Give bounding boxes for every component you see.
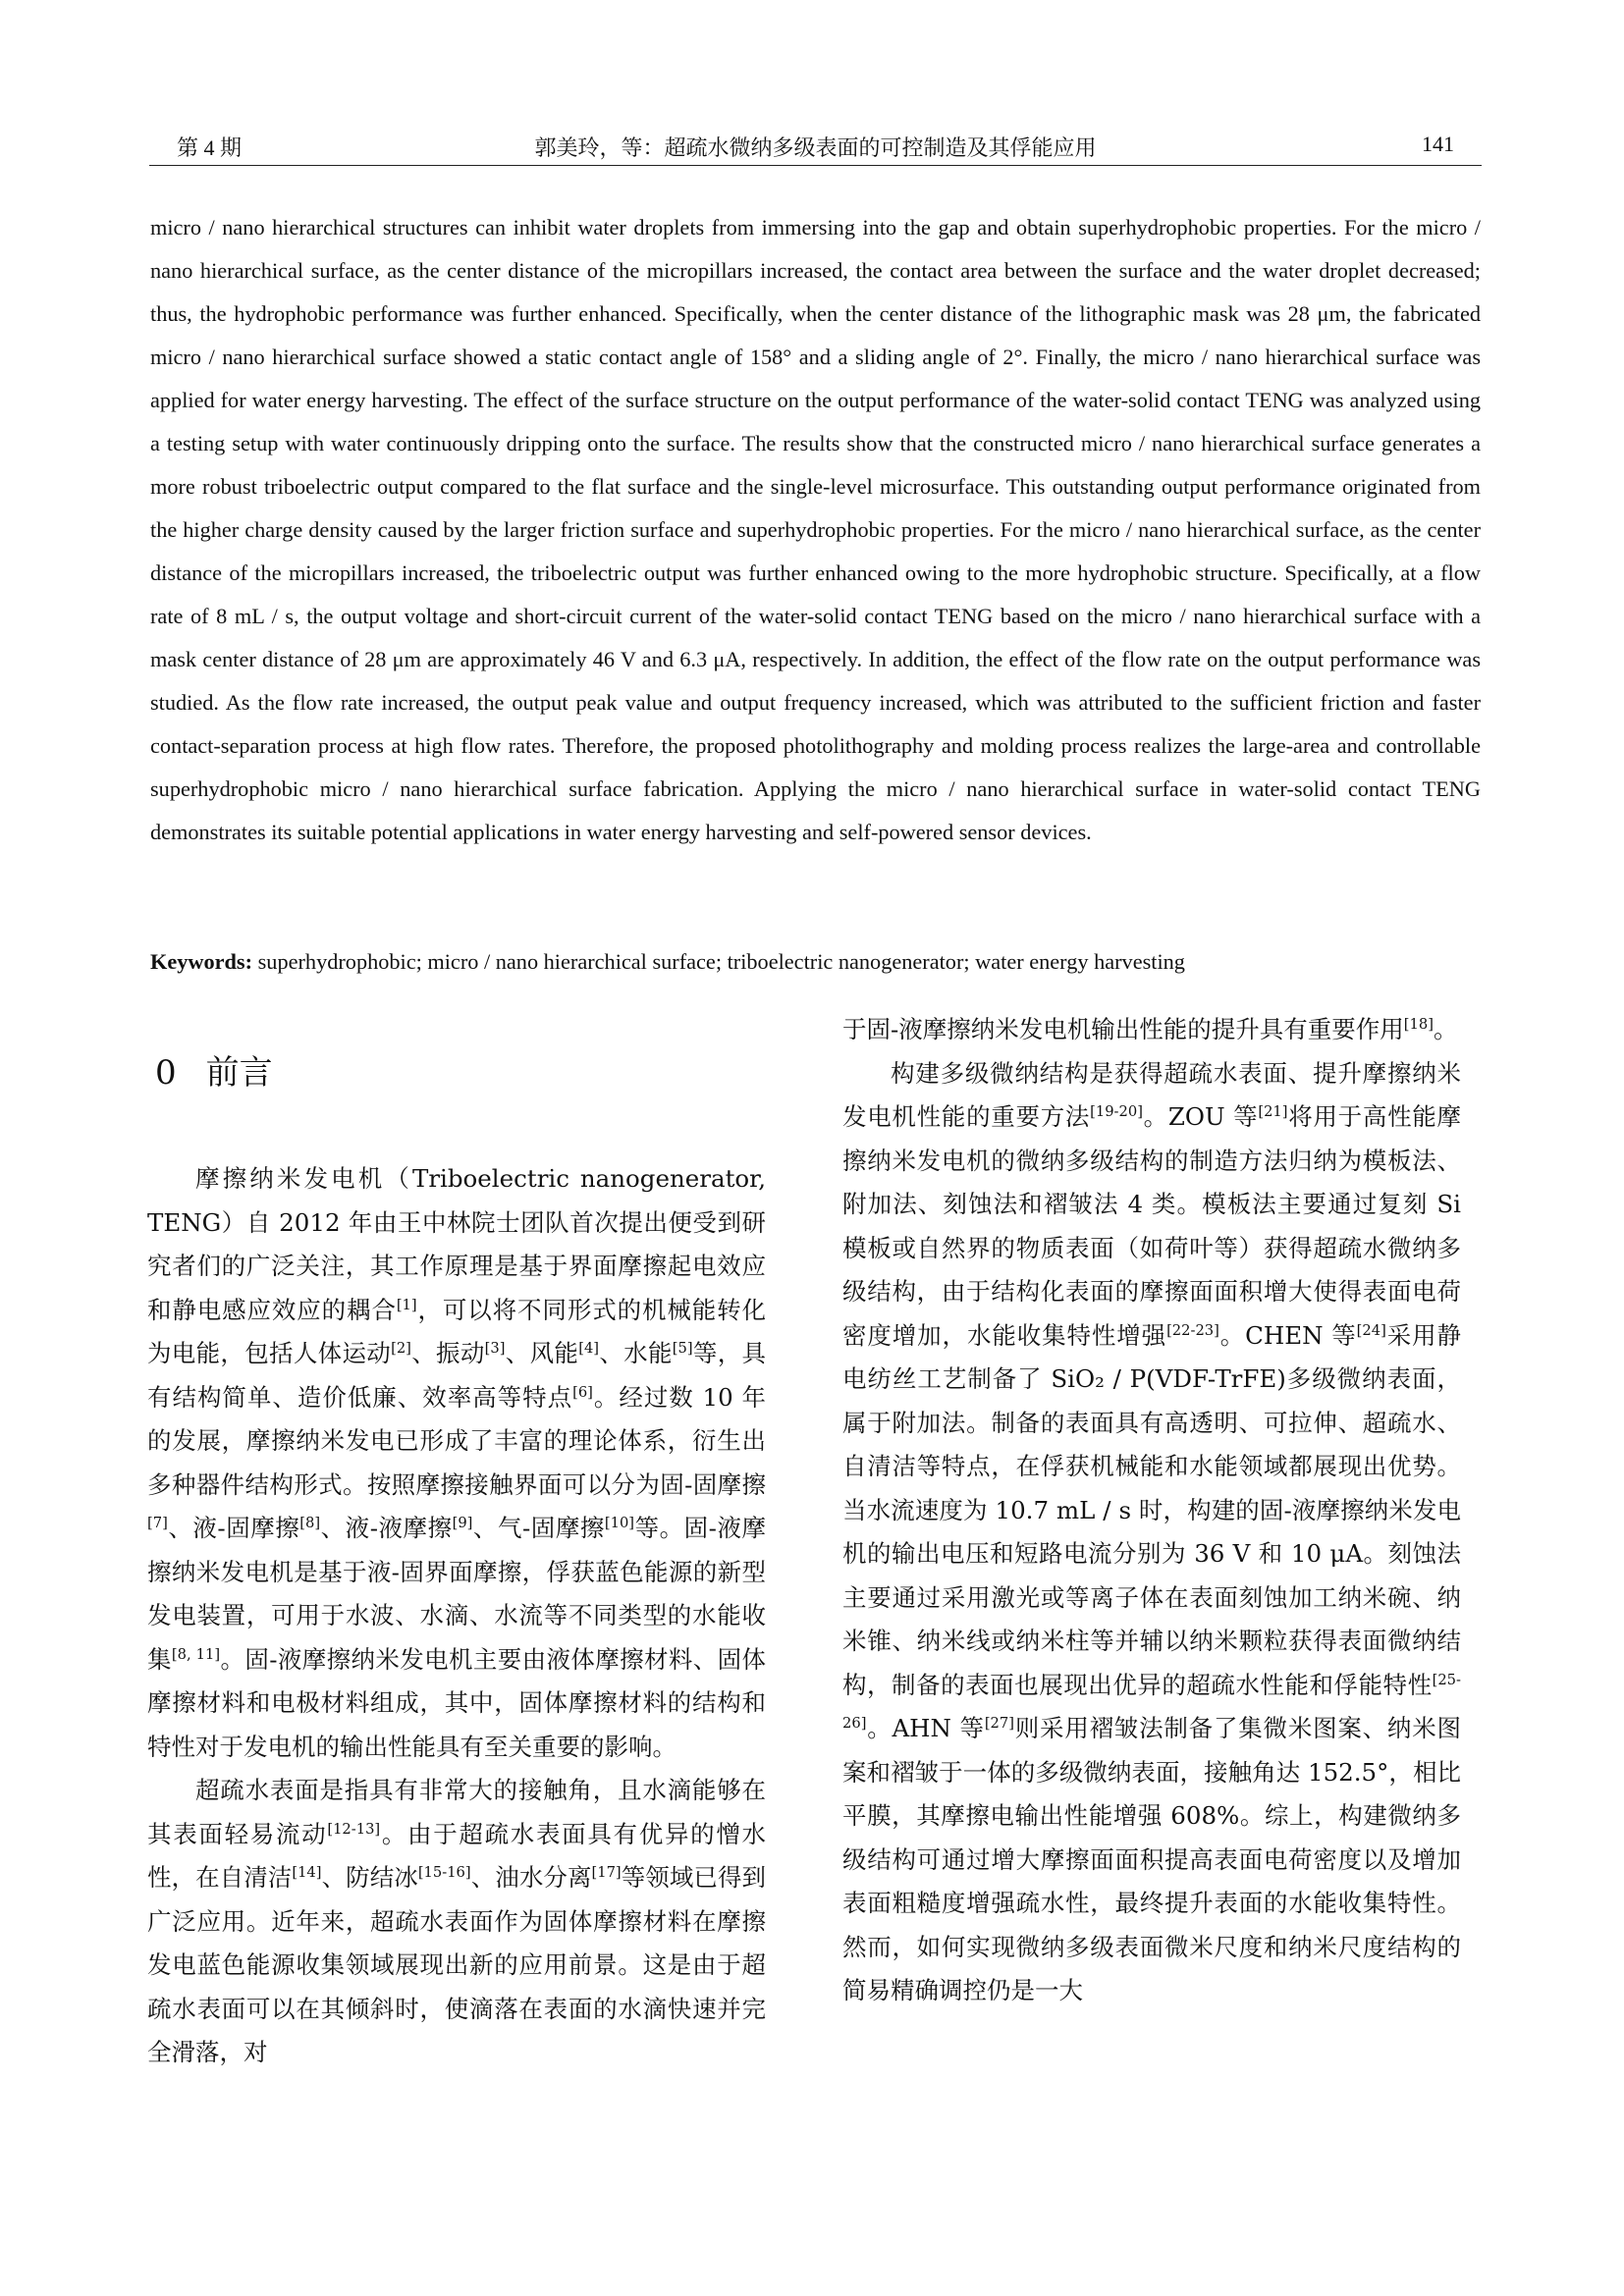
running-header [149,126,1482,166]
keywords-line [150,940,1481,984]
paragraph: 构建多级微纳结构是获得超疏水表面、提升摩擦纳米发电机性能的重要方法[19-20]。ZOU 等[21]将用于高性能摩擦纳米发电机的微纳多级结构的制造方法归纳为模板法、附加法、刻蚀法和褶皱法 4 类。模板法主要通过复刻 Si 模板或自然界的物质表面（如荷叶等）获得超疏水微纳多级结构，由于结构化表面的摩擦面面积增大使得表面电荷密度增加，水能收集特性增强[22-23]。CHEN 等[24]采用静电纺丝工艺制备了 SiO₂ / P(VDF-TrFE)多级微纳表面，属于附加法。制备的表面具有高透明、可拉伸、超疏水、自清洁等特点，在俘获机械能和水能领域都展现出优势。当水流速度为 10.7 mL / s 时，构建的固-液摩擦纳米发电机的输出电压和短路电流分别为 36 V 和 10 μA。刻蚀法主要通过采用激光或等离子体在表面刻蚀加工纳米碗、纳米锥、纳米线或纳米柱等并辅以纳米颗粒获得表面微纳结构，制备的表面也展现出优异的超疏水性能和俘能特性[25-26]。AHN 等[27]则采用褶皱法制备了集微米图案、纳米图案和褶皱于一体的多级微纳表面，接触角达 152.5°，相比平膜，其摩擦电输出性能增强 608%。综上，构建微纳多级结构可通过增大摩擦面面积提高表面电荷密度以及增加表面粗糙度增强疏水性，最终提升表面的水能收集特性。然而，如何实现微纳多级表面微米尺度和纳米尺度结构的简易精确调控仍是一大 [842,1058,1462,2004]
section-title: 前言 [205,1053,273,1093]
paragraph: 摩擦纳米发电机（Triboelectric nanogenerator, TENG）自 2012 年由王中林院士团队首次提出便受到研究者们的广泛关注，其工作原理是基于界面摩擦起电效应和静电感应效应的耦合[1]，可以将不同形式的机械能转化为电能，包括人体运动[2]、振动[3]、风能[4]、水能[5]等，具有结构简单、造价低廉、效率高等特点[6]。经过数 10 年的发展，摩擦纳米发电已形成了丰富的理论体系，衍生出多种器件结构形式。按照摩擦接触界面可以分为固-固摩擦[7]、液-固摩擦[8]、液-液摩擦[9]、气-固摩擦[10]等。固-液摩擦纳米发电机是基于液-固界面摩擦，俘获蓝色能源的新型发电装置，可用于水波、水滴、水流等不同类型的水能收集[8, 11]。固-液摩擦纳米发电机主要由液体摩擦材料、固体摩擦材料和电极材料组成，其中，固体摩擦材料的结构和特性对于发电机的输出性能具有至关重要的影响。 [147,1164,767,1761]
citation[interactable]: [24] [1356,1321,1386,1339]
citation[interactable]: [17] [591,1863,622,1881]
citation[interactable]: [6] [572,1383,593,1401]
citation[interactable]: [5] [672,1339,693,1357]
citation[interactable]: [18] [1403,1015,1434,1033]
citation[interactable]: [10] [604,1514,635,1531]
keywords-text: superhydrophobic; micro / nano hierarchical surface; triboelectric nanogenerator; water energy harvesting [257,949,1185,974]
citation[interactable]: [4] [578,1339,600,1357]
citation[interactable]: [9] [452,1514,473,1531]
citation[interactable]: [19-20] [1090,1102,1143,1120]
page-number: 141 [1422,132,1454,156]
citation[interactable]: [2] [391,1339,411,1357]
right-column [842,1008,1461,2013]
citation[interactable]: [3] [484,1339,506,1357]
citation[interactable]: [8, 11] [171,1645,221,1663]
citation[interactable]: [27] [984,1714,1014,1732]
paragraph: 超疏水表面是指具有非常大的接触角，且水滴能够在其表面轻易流动[12-13]。由于超疏水表面具有优异的憎水性，在自清洁[14]、防结冰[15-16]、油水分离[17]等领域已得到广泛应用。近年来，超疏水表面作为固体摩擦材料在摩擦发电蓝色能源收集领域展现出新的应用前景。这是由于超疏水表面可以在其倾斜时，使滴落在表面的水滴快速并完全滑落，对 [147,1776,767,2066]
section-number: 0 [155,1053,177,1093]
running-title: 郭美玲，等：超疏水微纳多级表面的可控制造及其俘能应用 [534,135,1097,160]
citation[interactable]: [22-23] [1166,1321,1219,1339]
keywords-label: Keywords: [150,949,253,974]
left-column [147,1008,766,2075]
citation[interactable]: [14] [292,1863,322,1881]
english-abstract: micro / nano hierarchical structures can inhibit water droplets from immersing into the gap and obtain superhydrophobic properties. For the micro / nano hierarchical surface, as the center distance of the micropillars increased, the contact area between the surface and the water droplet decreased; thus, the hydrophobic performance was further enhanced. Specifically, when the center distance of the lithographic mask was 28 μm, the fabricated micro / nano hierarchical surface showed a static contact angle of 158° and a sliding angle of 2°. Finally, the micro / nano hierarchical surface was applied for water energy harvesting. The effect of the surface structure on the output performance of the water-solid contact TENG was analyzed using a testing setup with water continuously dripping onto the surface. The results show that the constructed micro / nano hierarchical surface generates a more robust triboelectric output compared to the flat surface and the single-level microsurface. This outstanding output performance originated from the higher charge density caused by the larger friction surface and superhydrophobic properties. For the micro / nano hierarchical surface, as the center distance of the micropillars increased, the triboelectric output was further enhanced owing to the more hydrophobic structure. Specifically, at a flow rate of 8 mL / s, the output voltage and short-circuit current of the water-solid contact TENG based on the micro / nano hierarchical surface with a mask center distance of 28 μm are approximately 46 V and 6.3 μA, respectively. In addition, the effect of the flow rate on the output performance was studied. As the flow rate increased, the output peak value and output frequency increased, which was attributed to the sufficient friction and faster contact-separation process at high flow rates. Therefore, the proposed photolithography and molding process realizes the large-area and controllable superhydrophobic micro / nano hierarchical surface fabrication. Applying the micro / nano hierarchical surface in water-solid contact TENG demonstrates its suitable potential applications in water energy harvesting and self-powered sensor devices. [150,215,1481,844]
citation[interactable]: [25-26] [842,1671,1461,1732]
citation[interactable]: [12-13] [327,1820,381,1838]
paragraph-continued: 于固-液摩擦纳米发电机输出性能的提升具有重要作用[18]。 [842,1015,1458,1043]
citation[interactable]: [21] [1258,1102,1288,1120]
section-heading [155,1049,766,1096]
citation[interactable]: [1] [396,1296,417,1313]
citation[interactable]: [7] [147,1514,168,1531]
issue-number: 第 4 期 [177,135,243,160]
citation[interactable]: [15-16] [417,1863,471,1881]
citation[interactable]: [8] [299,1514,321,1531]
